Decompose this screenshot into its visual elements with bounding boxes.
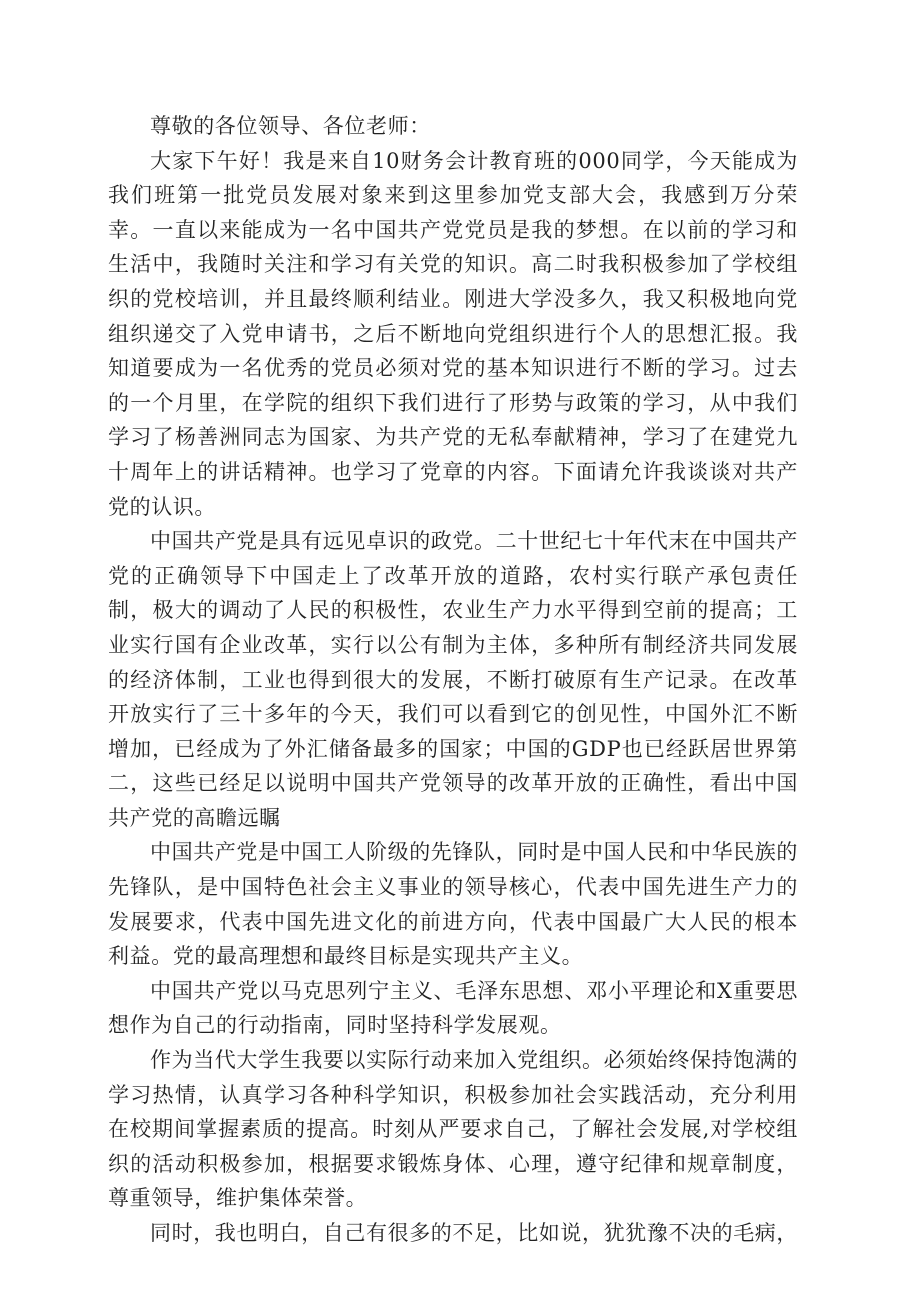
paragraph-2: 中国共产党是具有远见卓识的政党。二十世纪七十年代末在中国共产党的正确领导下中国走上了改革开放的道路，农村实行联产承包责任制，极大的调动了人民的积极性，农业生产力水平得到空前的提高；工业实行国有企业改革，实行以公有制为主体，多种所有制经济共同发展的经济体制，工业也得到很大的发展，不断打破原有生产记录。在改革开放实行了三十多年的今天，我们可以看到它的创见性，中国外汇不断增加，已经成为了外汇储备最多的国家；中国的GDP也已经跃居世界第二，这些已经足以说明中国共产党领导的改革开放的正确性，看出中国共产党的高瞻远瞩: [108, 529, 798, 830]
paragraph-3: 中国共产党是中国工人阶级的先锋队，同时是中国人民和中华民族的先锋队，是中国特色社会主义事业的领导核心，代表中国先进生产力的发展要求，代表中国先进文化的前进方向，代表中国最广大人民的根本利益。党的最高理想和最终目标是实现共产主义。: [108, 840, 798, 969]
paragraph-1: 大家下午好！我是来自10财务会计教育班的000同学，今天能成为我们班第一批党员发展对象来到这里参加党支部大会，我感到万分荣幸。一直以来能成为一名中国共产党党员是我的梦想。在以前的学习和生活中，我随时关注和学习有关党的知识。高二时我积极参加了学校组织的党校培训，并且最终顺利结业。刚进大学没多久，我又积极地向党组织递交了入党申请书，之后不断地向党组织进行个人的思想汇报。我知道要成为一名优秀的党员必须对党的基本知识进行不断的学习。过去的一个月里，在学院的组织下我们进行了形势与政策的学习，从中我们学习了杨善洲同志为国家、为共产党的无私奉献精神，学习了在建党九十周年上的讲话精神。也学习了党章的内容。下面请允许我谈谈对共产党的认识。: [108, 148, 798, 519]
paragraph-6: 同时，我也明白，自己有很多的不足，比如说，犹犹豫不决的毛病，: [150, 1221, 798, 1245]
paragraph-4: 中国共产党以马克思列宁主义、毛泽东思想、邓小平理论和X重要思想作为自己的行动指南，同时坚持科学发展观。: [108, 978, 798, 1038]
greeting-line: 尊敬的各位领导、各位老师：: [150, 114, 431, 138]
document-body: [108, 109, 798, 1251]
paragraph-5: 作为当代大学生我要以实际行动来加入党组织。必须始终保持饱满的学习热情，认真学习各种科学知识，积极参加社会实践活动，充分利用在校期间掌握素质的提高。时刻从严要求自己，了解社会发展,对学校组织的活动积极参加，根据要求锻炼身体、心理，遵守纪律和规章制度，尊重领导，维护集体荣誉。: [108, 1048, 798, 1211]
